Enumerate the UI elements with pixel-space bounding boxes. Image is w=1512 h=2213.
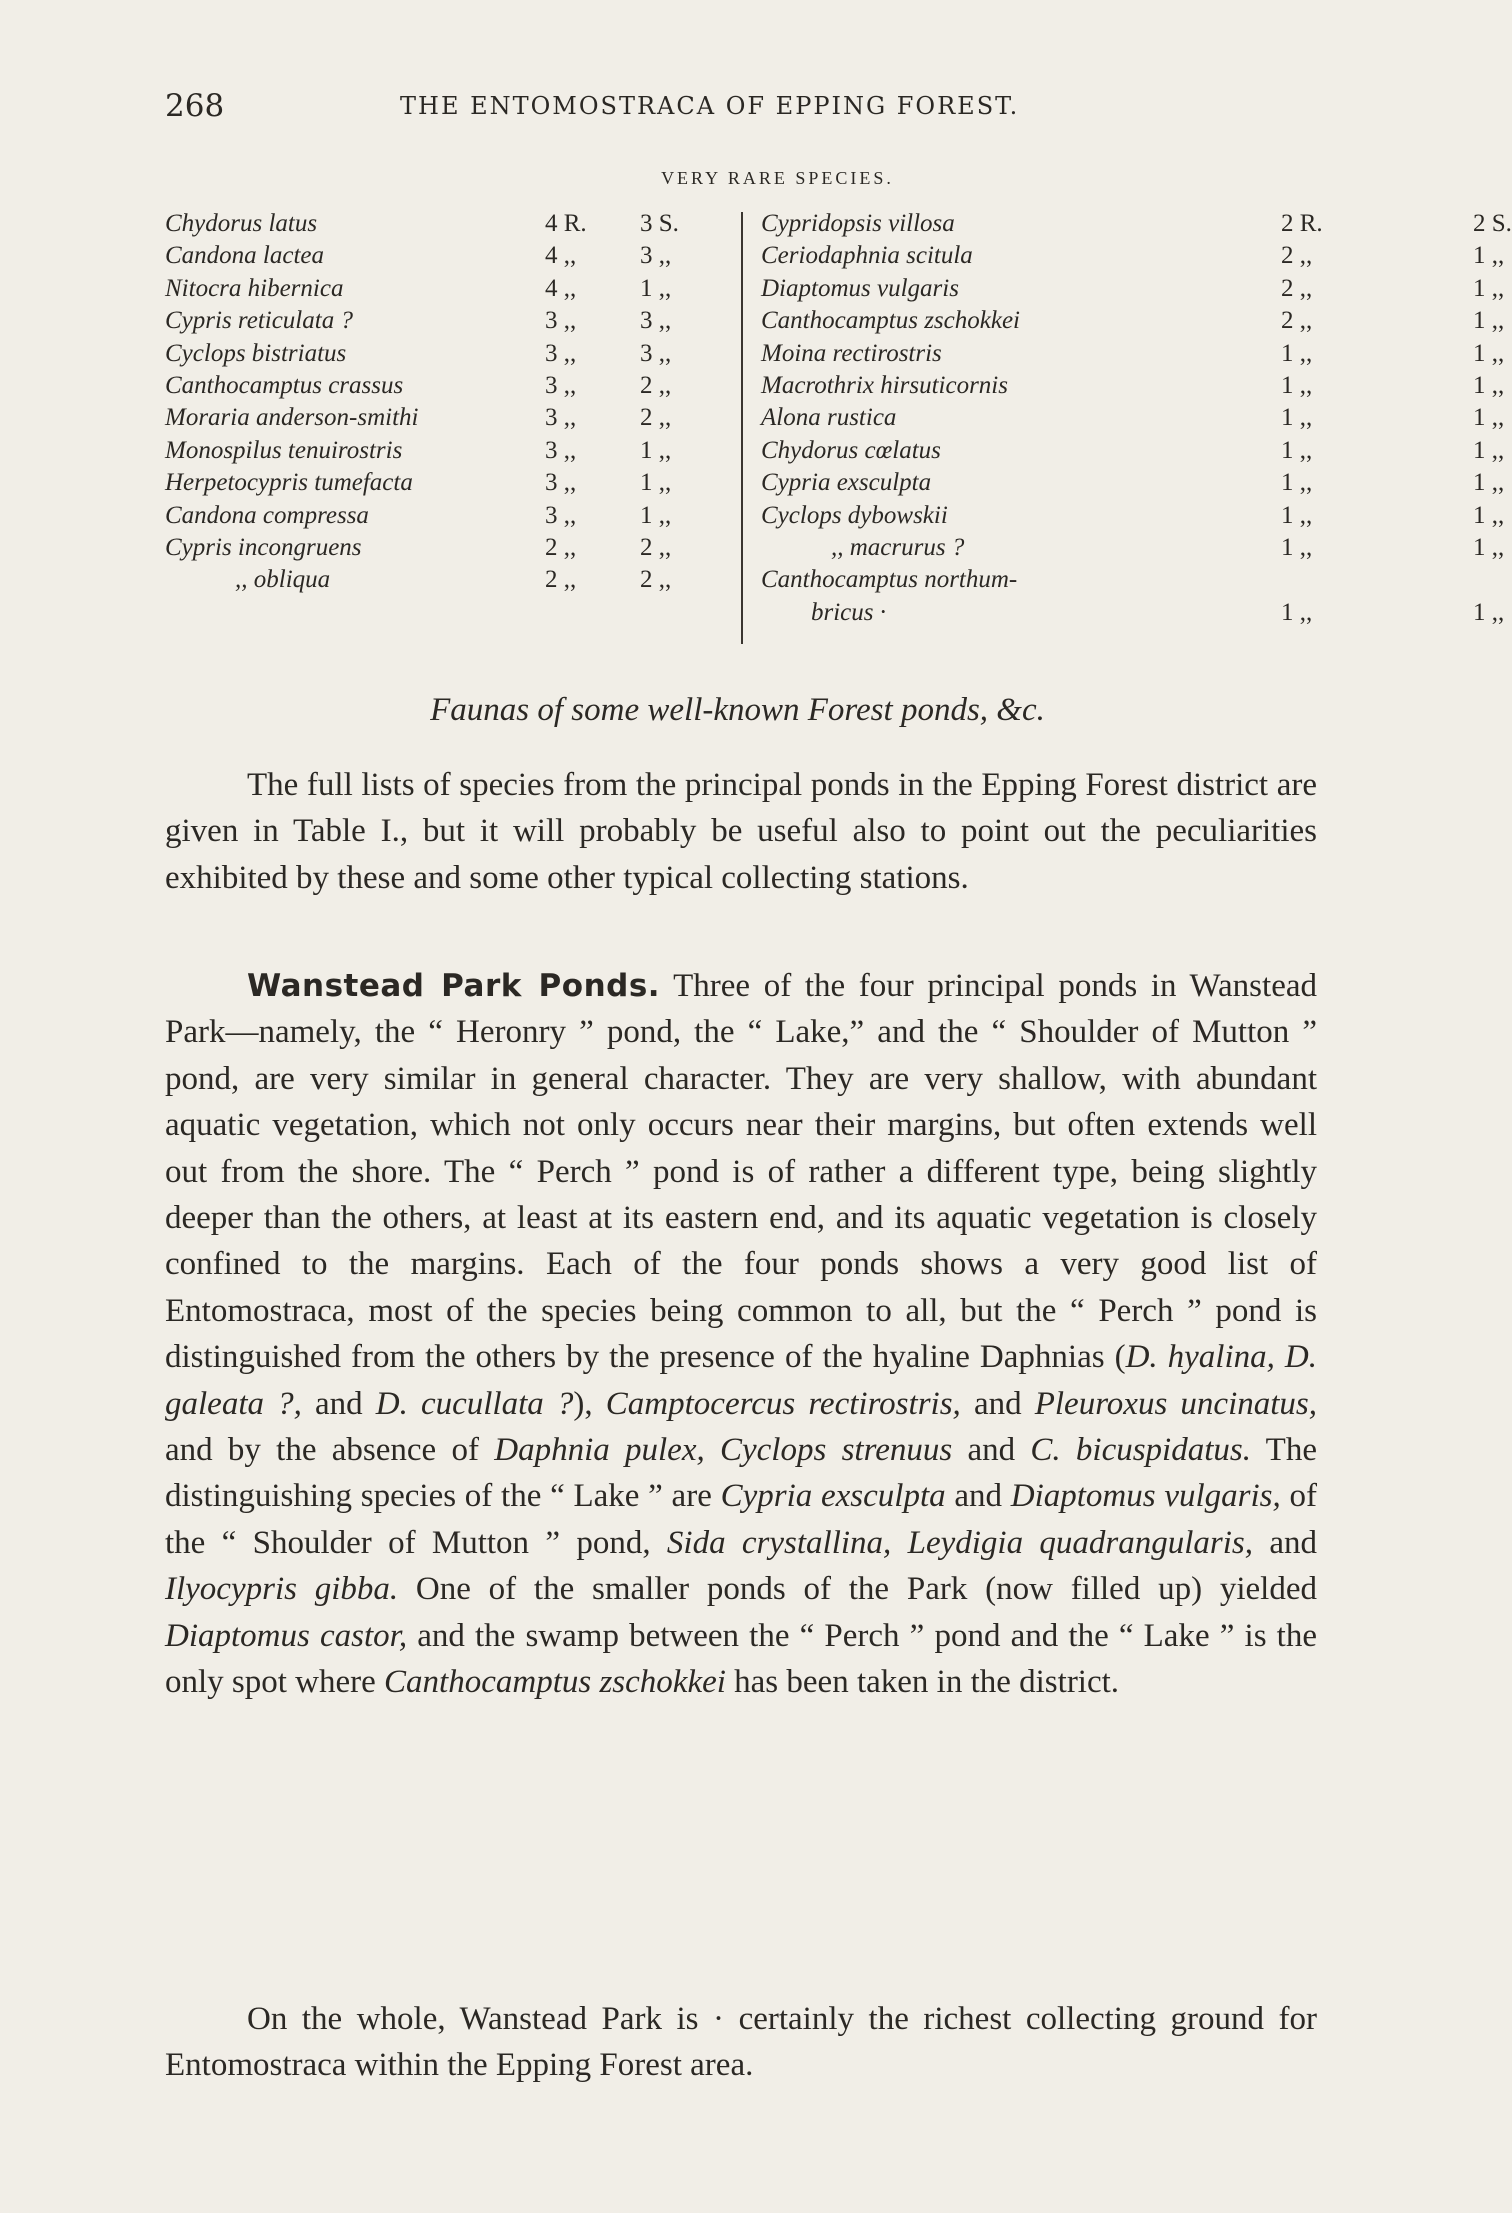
species-name: Candona compressa: [165, 501, 369, 529]
station-count: 1 ,,: [640, 274, 672, 302]
species-row: [165, 502, 725, 534]
paragraph-intro: The full lists of species from the principal ponds in the Epping Forest district are given in Table I., but it will probably be useful also to point out the peculiarities exhibited by these and some other typical collecting stations.: [165, 767, 1317, 896]
species-name: Monospilus tenuirostris: [165, 436, 403, 464]
section-heading: Faunas of some well-known Forest ponds, &c.: [430, 692, 1045, 728]
record-count: 3 ,,: [545, 469, 577, 497]
species-row: [165, 307, 725, 339]
species-name: D. cucullata ?: [375, 1385, 574, 1422]
species-name: Cyclops dybowskii: [761, 501, 948, 529]
species-name: Daphnia pulex, Cyclops strenuus: [494, 1432, 953, 1469]
species-name: Cypria exsculpta: [761, 469, 932, 497]
record-count: 3 ,,: [545, 371, 577, 399]
station-count: 3 ,,: [640, 242, 672, 270]
species-row: [761, 371, 1505, 404]
species-name: Ilyocypris gibba.: [165, 1571, 399, 1608]
species-row: [761, 274, 1505, 307]
species-name: Diaptomus vulgaris,: [1010, 1478, 1281, 1515]
species-name: Canthocamptus zschokkei: [761, 307, 1020, 335]
species-name: ,, macrurus ?: [831, 533, 965, 561]
species-column-right: [761, 210, 1512, 631]
running-title: THE ENTOMOSTRACA OF EPPING FOREST.: [400, 92, 1020, 120]
species-name: Diaptomus castor,: [165, 1617, 408, 1654]
table-caption: [0, 168, 1475, 189]
species-name: C. bicuspidatus.: [1030, 1432, 1251, 1469]
text-run: The distinguishing species of the “ Lake ” are: [165, 1432, 1317, 1515]
station-count: 1 ,,: [1473, 404, 1505, 432]
station-count: 1 ,,: [640, 469, 672, 497]
species-row: [761, 339, 1505, 372]
species-name: Alona rustica: [761, 404, 897, 432]
species-row: [761, 210, 1512, 242]
record-count: 3 ,,: [545, 501, 577, 529]
column-divider: [741, 212, 743, 644]
species-row: [761, 242, 1505, 274]
station-count: 1 ,,: [1473, 533, 1505, 561]
text-run: and by the absence of: [165, 1432, 495, 1469]
text-run: Three of the four principal ponds in Wanstead Park—namely, the “ Heronry ” pond, the “ Lake,” and the “ Shoulder of Mutton ” pond, are very similar in general character. They are very shallow, with abundant aquatic vegetation, which not only occurs near their margins, but often extends well out from the shore. The “ Perch ” pond is of rather a different type, being slightly deeper than the others, at least at its eastern end, and its aquatic vegetation is closely confined to the margins. Each of the four ponds shows a very good list of Entomostraca, most of the species being common to all, but the “ Perch ” pond is distinguished from the others by the presence of the hyaline Daphnias (: [165, 968, 1317, 1376]
text-run: and: [945, 1478, 1011, 1515]
page-number: 268: [165, 88, 225, 124]
species-row: [165, 275, 725, 307]
record-count: 2 R.: [1281, 210, 1323, 237]
species-name: Cypridopsis villosa: [761, 210, 955, 237]
record-count: 4 ,,: [545, 242, 577, 270]
species-name: Moraria anderson-smithi: [165, 404, 419, 432]
species-name: Chydorus cœlatus: [761, 436, 941, 464]
station-count: 1 ,,: [1473, 307, 1505, 335]
station-count: 2 S.: [1473, 210, 1512, 237]
species-column-left: [165, 210, 725, 599]
record-count: 1 ,,: [1281, 404, 1313, 432]
record-count: 1 ,,: [1281, 598, 1313, 626]
text-run: and: [301, 1385, 376, 1422]
station-count: 3 ,,: [640, 307, 672, 335]
station-count: 1 ,,: [1473, 371, 1505, 399]
species-name: Canthocamptus zschokkei: [384, 1664, 726, 1701]
station-count: 1 ,,: [1473, 436, 1505, 464]
station-count: 3 ,,: [640, 339, 672, 367]
station-count: 1 ,,: [1473, 339, 1505, 367]
record-count: 1 ,,: [1281, 501, 1313, 529]
station-count: 2 ,,: [640, 371, 672, 399]
text-run: and the swamp between the “ Perch ” pond and the “ Lake ” is the only spot where: [165, 1617, 1317, 1701]
species-row: [165, 340, 725, 372]
species-row: [165, 534, 725, 566]
text-run: ),: [573, 1385, 606, 1422]
record-count: 3 ,,: [545, 307, 577, 335]
species-row: [761, 469, 1505, 501]
species-name: Cypria exsculpta: [720, 1478, 946, 1515]
species-table: [165, 210, 1512, 650]
species-row: [761, 436, 1505, 469]
station-count: 1 ,,: [1473, 274, 1505, 302]
text-run: and: [960, 1385, 1035, 1422]
species-name: Candona lactea: [165, 242, 325, 270]
species-row: [165, 242, 725, 274]
species-row: [165, 372, 725, 404]
species-row: [165, 469, 725, 501]
station-count: 1 ,,: [640, 501, 672, 529]
species-name: Sida crystallina, Leydigia quadrangularis,: [666, 1524, 1254, 1561]
text-run: has been taken in the district.: [725, 1664, 1120, 1701]
record-count: 2 ,,: [1281, 274, 1313, 302]
text-run: of the “ Shoulder of Mutton ” pond,: [165, 1478, 1317, 1561]
station-count: 2 ,,: [640, 404, 672, 432]
species-name: Camptocercus rectirostris,: [605, 1385, 961, 1422]
station-count: 1 ,,: [1473, 501, 1505, 529]
record-count: 3 ,,: [545, 436, 577, 464]
record-count: 1 ,,: [1281, 436, 1313, 464]
species-name: Cypris incongruens: [165, 533, 362, 561]
species-name: bricus ·: [811, 598, 886, 626]
species-name: Pleuroxus uncinatus,: [1034, 1385, 1317, 1422]
record-count: 2 ,,: [545, 566, 577, 594]
species-name: Cypris reticulata ?: [165, 307, 353, 335]
text-run: and: [952, 1432, 1031, 1469]
species-row: [761, 566, 1331, 598]
record-count: 1 ,,: [1281, 469, 1313, 497]
species-name: Nitocra hibernica: [165, 274, 344, 302]
paragraph-conclusion: On the whole, Wanstead Park is · certainly the richest collecting ground for Entomostraca within the Epping Forest area.: [165, 2001, 1317, 2084]
species-name: Moina rectirostris: [761, 339, 942, 367]
species-name: Canthocamptus crassus: [165, 371, 404, 399]
record-count: 2 ,,: [1281, 242, 1313, 270]
species-row: [165, 566, 725, 598]
station-count: 1 ,,: [640, 436, 672, 464]
species-row: [761, 501, 1505, 534]
species-name: Diaptomus vulgaris: [761, 274, 959, 302]
record-count: 4 R.: [545, 210, 587, 237]
species-name: ,, obliqua: [235, 566, 331, 594]
record-count: 1 ,,: [1281, 339, 1313, 367]
station-count: 3 S.: [640, 210, 679, 237]
station-count: 2 ,,: [640, 566, 672, 594]
paragraph-lead-heading: Wanstead Park Ponds.: [247, 968, 661, 1004]
record-count: 2 ,,: [545, 533, 577, 561]
species-name: Chydorus latus: [165, 210, 318, 237]
species-name: D. hyalina, D. galeata ?,: [165, 1339, 1317, 1422]
text-run: One of the smaller ponds of the Park (now filled up) yielded: [398, 1571, 1317, 1608]
record-count: 2 ,,: [1281, 307, 1313, 335]
station-count: 1 ,,: [1473, 242, 1505, 270]
record-count: 4 ,,: [545, 274, 577, 302]
species-row: [165, 404, 725, 436]
species-name: Cyclops bistriatus: [165, 339, 347, 367]
text-run: and: [1253, 1524, 1317, 1561]
record-count: 3 ,,: [545, 404, 577, 432]
species-row: [761, 404, 1505, 436]
station-count: 2 ,,: [640, 533, 672, 561]
record-count: 3 ,,: [545, 339, 577, 367]
species-row: [761, 307, 1505, 339]
species-name: Macrothrix hirsuticornis: [761, 371, 1008, 399]
species-row: [165, 437, 725, 469]
record-count: 1 ,,: [1281, 371, 1313, 399]
species-name: Herpetocypris tumefacta: [165, 469, 413, 497]
species-name: Canthocamptus northum-: [761, 566, 1018, 594]
record-count: 1 ,,: [1281, 533, 1313, 561]
page-header: [165, 88, 1315, 128]
table-caption-text: VERY RARE SPECIES.: [661, 168, 894, 188]
paragraph-wanstead: [165, 963, 1317, 1706]
station-count: 1 ,,: [1473, 469, 1505, 497]
station-count: 1 ,,: [1473, 598, 1505, 626]
species-row: [761, 598, 1505, 631]
species-row: [165, 210, 725, 242]
species-name: Ceriodaphnia scitula: [761, 242, 973, 270]
species-row: [761, 533, 1505, 566]
